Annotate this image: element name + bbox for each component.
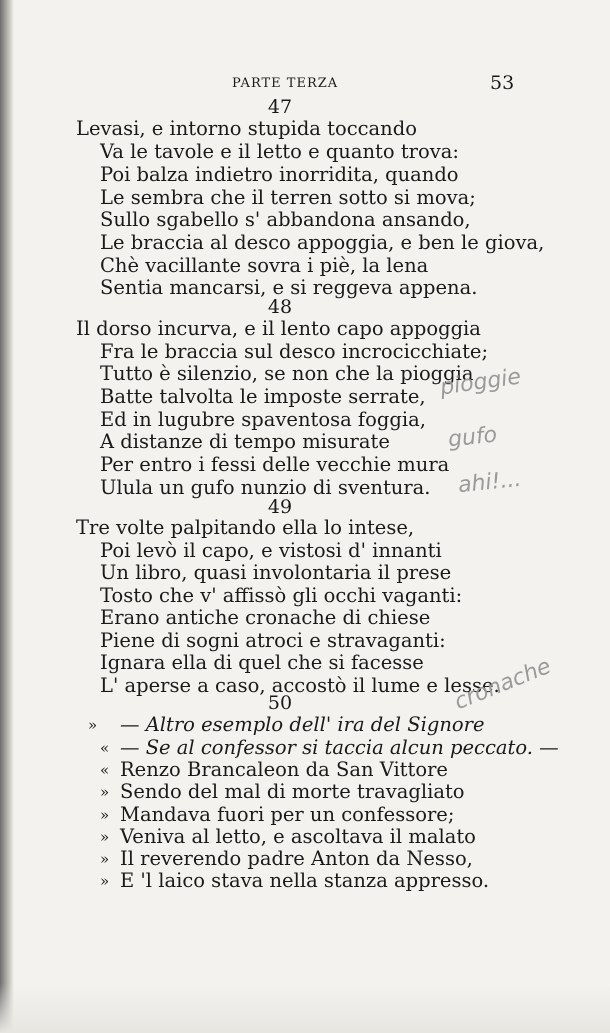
running-title: PARTE TERZA <box>232 76 339 91</box>
margin-note: cronache <box>451 653 555 716</box>
quote-mark: » <box>88 716 98 734</box>
quote-mark: « <box>100 761 110 779</box>
page-bottom-edge <box>0 983 610 1033</box>
verse-line: — Se al confessor si taccia alcun peccato. — <box>120 736 559 759</box>
verse-line: Renzo Brancaleon da San Vittore <box>120 758 448 781</box>
margin-note: pioggie <box>438 364 523 401</box>
verse-line: Tosto che v' affissò gli occhi vaganti: <box>100 584 463 607</box>
quote-mark: « <box>100 739 110 757</box>
verse-line: Va le tavole e il letto e quanto trova: <box>100 140 459 163</box>
verse-line: Erano antiche cronache di chiese <box>100 606 431 629</box>
quote-mark: » <box>100 806 110 824</box>
verse-line: L' aperse a caso, accostò il lume e lesse. <box>100 674 500 697</box>
verse-line: Piene di sogni atroci e stravaganti: <box>100 629 446 652</box>
quote-mark: » <box>100 872 110 890</box>
quote-mark: » <box>100 783 110 801</box>
verse-line: Ignara ella di quel che si facesse <box>100 651 424 674</box>
quote-mark: » <box>100 828 110 846</box>
verse-line: Le sembra che il terren sotto si mova; <box>100 186 476 209</box>
verse-line: Fra le braccia sul desco incrocicchiate; <box>100 340 489 363</box>
verse-line: Poi levò il capo, e vistosi d' innanti <box>100 539 442 562</box>
verse-line: Batte talvolta le imposte serrate, <box>100 385 426 408</box>
quote-mark: » <box>100 850 110 868</box>
verse-line: — Altro esemplo dell' ira del Signore <box>120 713 485 736</box>
stanza-number: 47 <box>267 96 293 118</box>
stanza-number: 48 <box>267 296 293 318</box>
verse-line: Sullo sgabello s' abbandona ansando, <box>100 208 471 231</box>
verse-line: Mandava fuori per un confessore; <box>120 803 455 826</box>
verse-line: Ed in lugubre spaventosa foggia, <box>100 408 426 431</box>
verse-line: Veniva al letto, e ascoltava il malato <box>120 825 476 848</box>
verse-line: Tre volte palpitando ella lo intese, <box>76 516 415 539</box>
verse-line: Le braccia al desco appoggia, e ben le giova, <box>100 231 545 254</box>
page-number: 53 <box>490 72 515 94</box>
verse-line: Poi balza indietro inorridita, quando <box>100 163 459 186</box>
stanza-number: 49 <box>267 496 293 518</box>
verse-line: Il dorso incurva, e il lento capo appoggia <box>76 317 481 340</box>
verse-line: E 'l laico stava nella stanza appresso. <box>120 869 490 892</box>
verse-line: Il reverendo padre Anton da Nesso, <box>120 847 473 870</box>
margin-note: ahi!... <box>456 466 523 499</box>
page-header <box>0 72 610 98</box>
verse-line: Per entro i fessi delle vecchie mura <box>100 453 450 476</box>
verse-line: A distanze di tempo misurate <box>100 430 390 453</box>
verse-line: Un libro, quasi involontaria il prese <box>100 561 452 584</box>
stanza-number: 50 <box>267 692 293 714</box>
margin-note: gufo <box>446 422 499 453</box>
verse-line: Ulula un gufo nunzio di sventura. <box>100 476 431 499</box>
verse-line: Sentia mancarsi, e si reggeva appena. <box>100 276 478 299</box>
verse-line: Sendo del mal di morte travagliato <box>120 780 465 803</box>
verse-line: Tutto è silenzio, se non che la pioggia <box>100 362 474 385</box>
verse-line: Levasi, e intorno stupida toccando <box>76 117 417 140</box>
verse-line: Chè vacillante sovra i piè, la lena <box>100 254 429 277</box>
